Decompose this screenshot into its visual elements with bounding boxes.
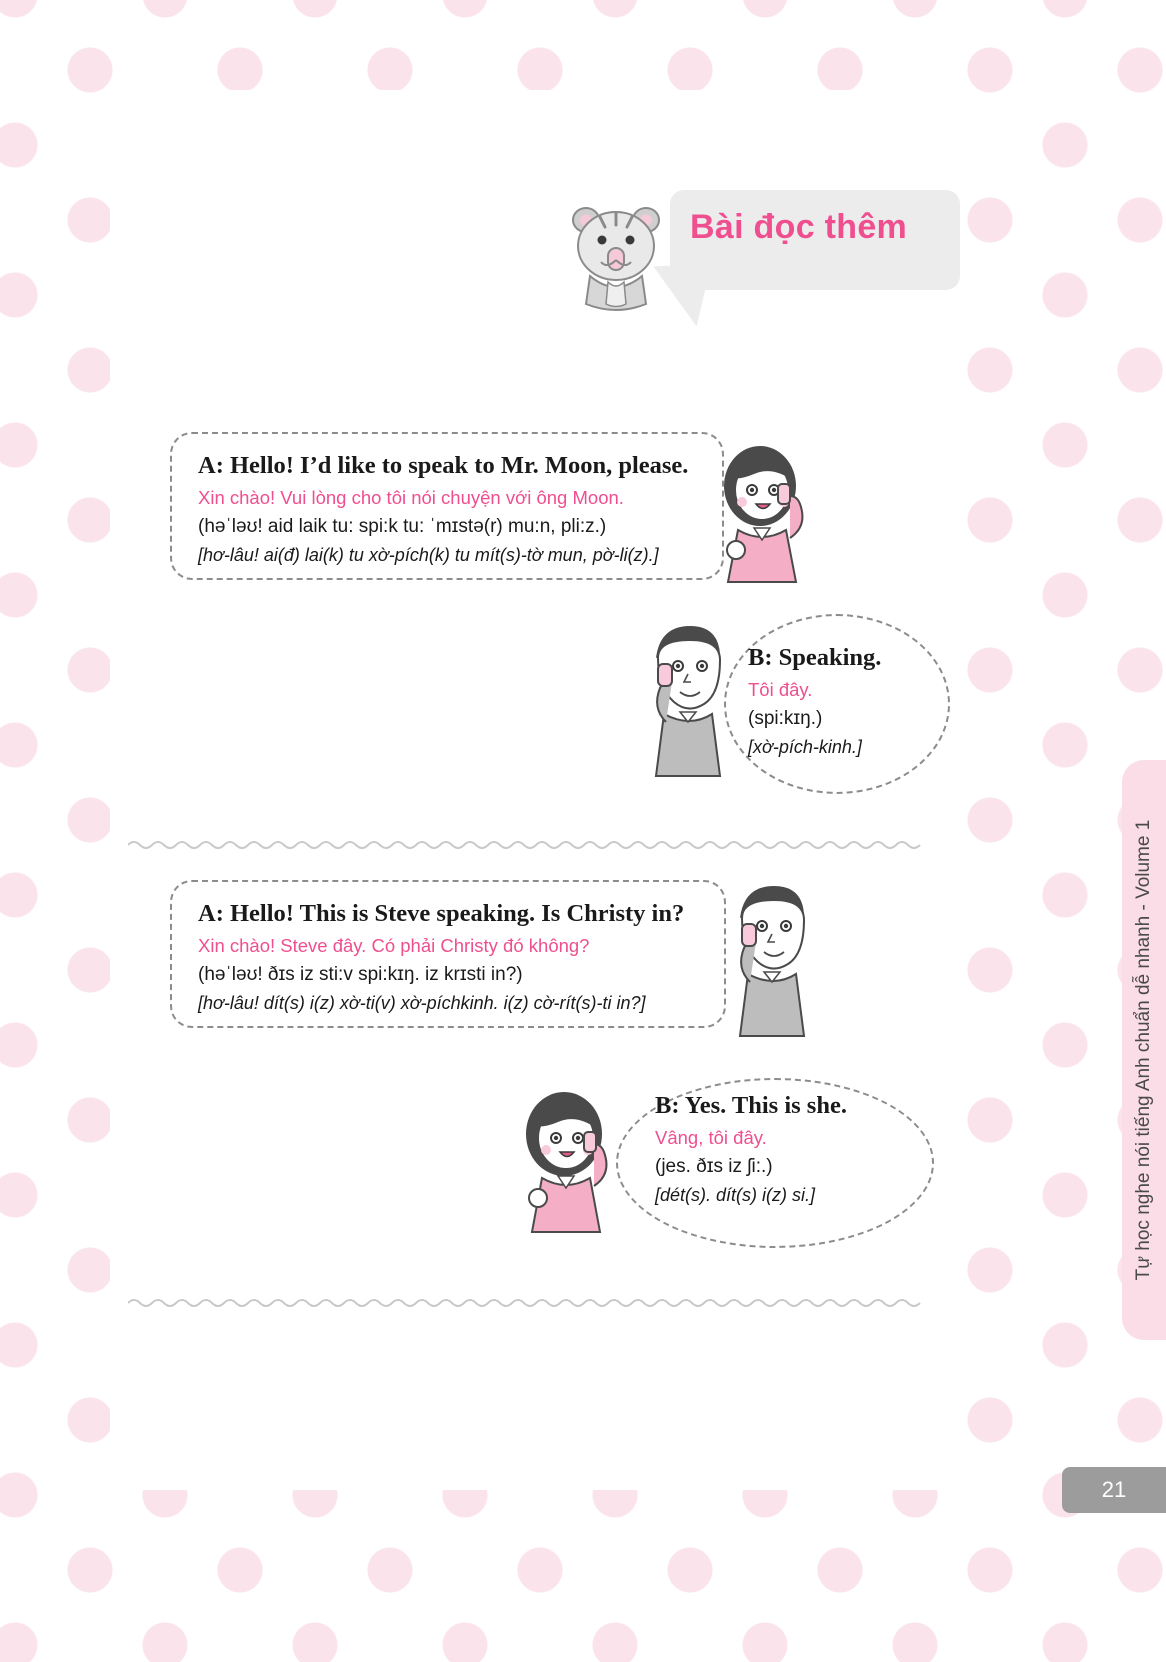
dialog-reading: [hơ-lâu! ai(đ) lai(k) tu xờ-pích(k) tu mít(s)-tờ mun, pờ-li(z).] — [198, 545, 659, 565]
header-banner — [560, 190, 960, 350]
dialog-reading: [hơ-lâu! dít(s) i(z) xờ-ti(v) xờ-píchkinh. i(z) cờ-rít(s)-ti in?] — [198, 993, 646, 1013]
dialog-ipa: (həˈləʊ! aid laik tu: spi:k tu: ˈmɪstə(r) mu:n, pli:z.) — [198, 516, 607, 537]
character-woman-with-phone-2-icon — [500, 1082, 635, 1237]
section-divider-1 — [128, 838, 938, 852]
dialog-english: B: Yes. This is she. — [655, 1092, 847, 1119]
dialog-vietnamese: Vâng, tôi đây. — [655, 1127, 767, 1148]
dialog-vietnamese: Tôi đây. — [748, 679, 813, 700]
dialog-reading: [xờ-pích-kinh.] — [748, 737, 862, 757]
dialog-ipa: (jes. ðɪs iz ʃi:.) — [655, 1156, 773, 1177]
dialog-vietnamese: Xin chào! Steve đây. Có phải Christy đó không? — [198, 935, 590, 956]
page-title: Bài đọc thêm — [690, 208, 908, 246]
character-man-with-phone-2-icon — [706, 874, 836, 1044]
section-divider-2 — [128, 1296, 938, 1310]
dialog-vietnamese: Xin chào! Vui lòng cho tôi nói chuyện với ông Moon. — [198, 487, 624, 508]
character-woman-with-phone-icon — [700, 438, 830, 588]
side-tab-label: Tự học nghe nói tiếng Anh chuẩn dễ nhanh - Volume 1 — [1133, 819, 1154, 1281]
dialog-english: A: Hello! I’d like to speak to Mr. Moon, please. — [198, 452, 689, 479]
dialog-ipa: (spi:kɪŋ.) — [748, 708, 823, 729]
dialog-bubble-b-1-content — [748, 644, 958, 758]
dialog-english: B: Speaking. — [748, 644, 882, 671]
dialog-bubble-b-2-content — [655, 1092, 945, 1206]
dialog-bubble-a-1 — [170, 432, 724, 580]
dialog-bubble-a-2 — [170, 880, 726, 1028]
side-tab — [1122, 760, 1166, 1340]
dialog-reading: [dét(s). dít(s) i(z) si.] — [655, 1185, 816, 1205]
page-number-badge: 21 — [1062, 1467, 1166, 1513]
dialog-english: A: Hello! This is Steve speaking. Is Christy in? — [198, 900, 685, 927]
character-man-with-phone-icon — [622, 614, 752, 784]
dialog-ipa: (həˈləʊ! ðɪs iz sti:v spi:kɪŋ. iz krɪsti in?) — [198, 964, 523, 985]
